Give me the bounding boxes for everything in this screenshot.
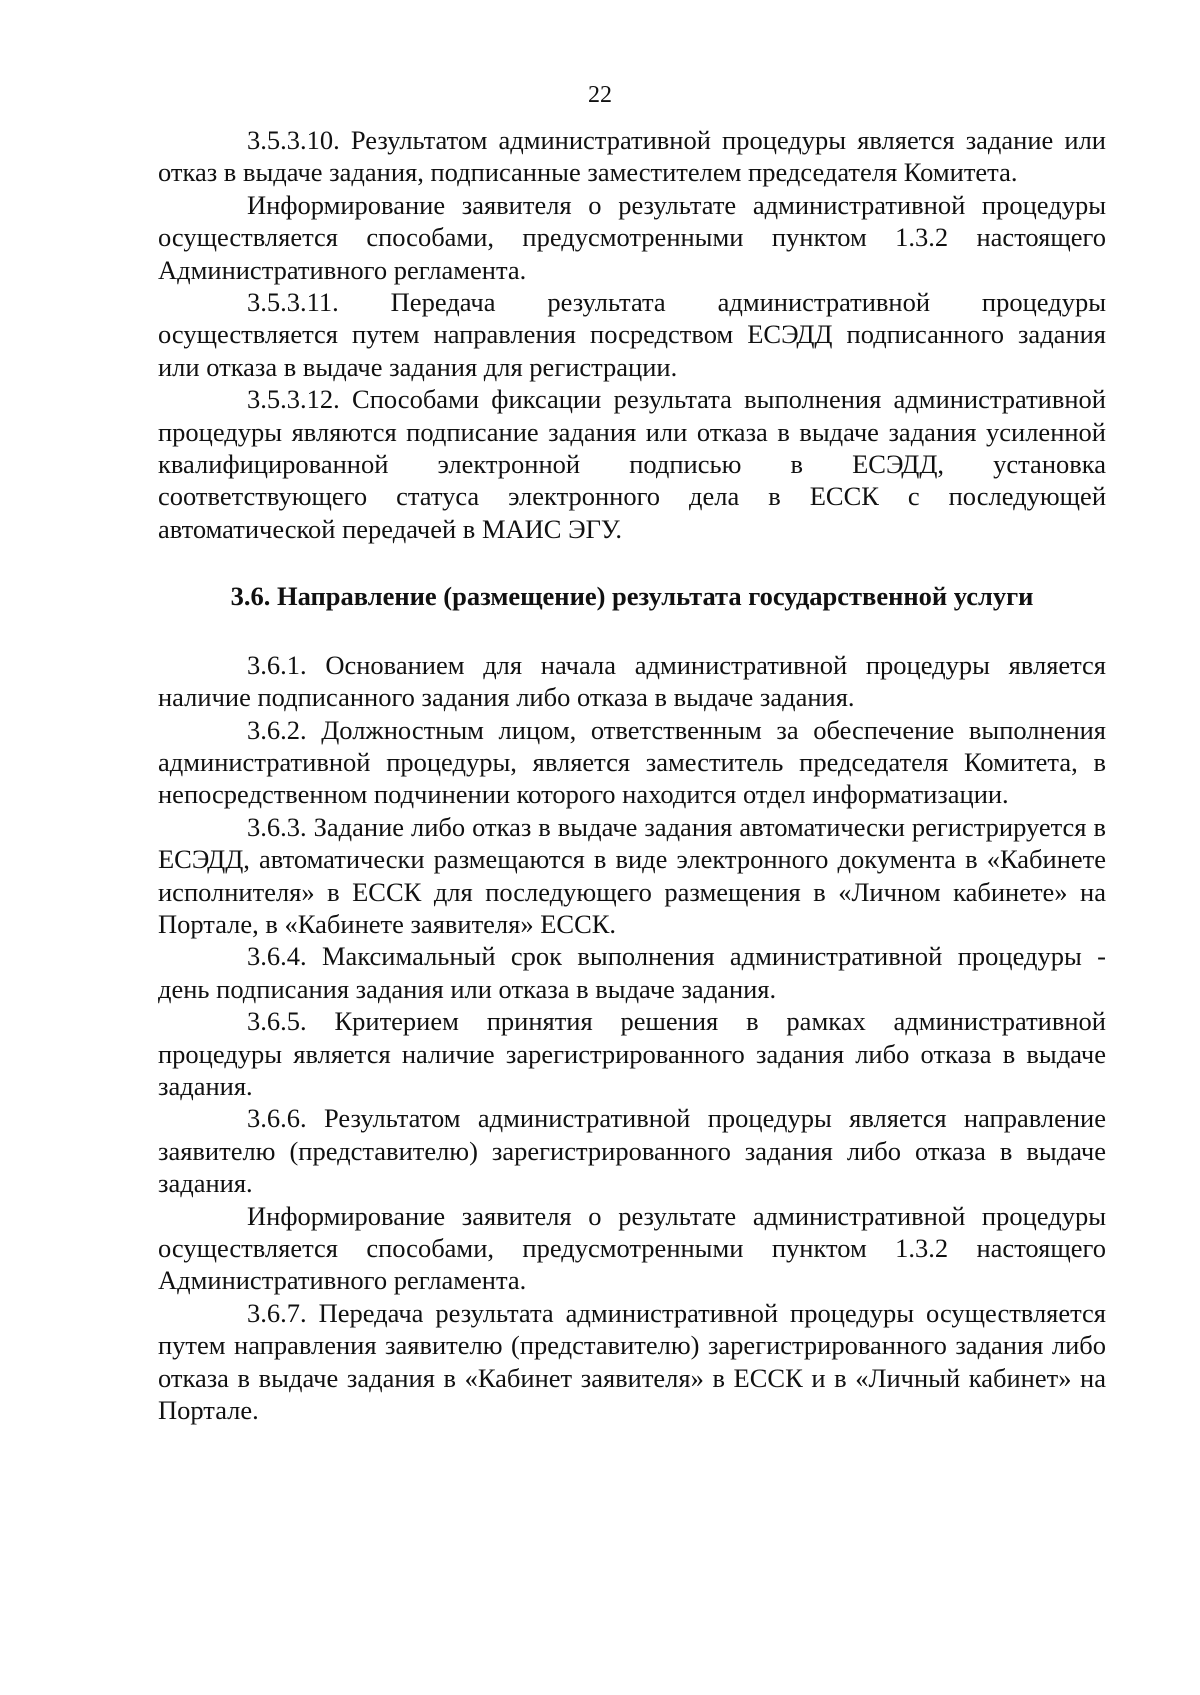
section-heading: 3.6. Направление (размещение) результата государственной услуги	[230, 581, 1034, 612]
paragraph-3-6-1: 3.6.1. Основанием для начала административной процедуры является наличие подписанного задания либо отказа в выдаче задания.	[158, 649, 1106, 713]
document-body	[158, 124, 1106, 1426]
paragraph-informing-2: Информирование заявителя о результате административной процедуры осуществляется способами, предусмотренными пунктом 1.3.2 настоящего Административного регламента.	[158, 1200, 1106, 1296]
paragraph-3-5-3-10: 3.5.3.10. Результатом административной процедуры является задание или отказ в выдаче задания, подписанные заместителем председателя Комитета.	[158, 125, 1106, 188]
paragraph-3-6-5: 3.6.5. Критерием принятия решения в рамках административной процедуры является наличие зарегистрированного задания либо отказа в выдаче задания.	[158, 1006, 1106, 1101]
paragraph-3-6-6: 3.6.6. Результатом административной процедуры является направление заявителю (представителю) зарегистрированного задания либо отказа в выдаче задания.	[158, 1103, 1106, 1199]
paragraph-3-5-3-11: 3.5.3.11. Передача результата административной процедуры осуществляется путем направления посредством ЕСЭДД подписанного задания или отказа в выдаче задания для регистрации.	[158, 287, 1106, 382]
paragraph-3-6-7: 3.6.7. Передача результата административной процедуры осуществляется путем направления заявителю (представителю) зарегистрированного задания либо отказа в выдаче задания в «Кабинет заявителя» в ЕССК и в «Личный кабинет» на Портале.	[158, 1297, 1106, 1426]
paragraph-3-6-4: 3.6.4. Максимальный срок выполнения административной процедуры - день подписания задания или отказа в выдаче задания.	[158, 941, 1106, 1004]
paragraph-3-6-2: 3.6.2. Должностным лицом, ответственным за обеспечение выполнения административной процедуры, является заместитель председателя Комитета, в непосредственном подчинении которого находится отдел информатизации.	[158, 714, 1106, 810]
paragraph-3-6-3: 3.6.3. Задание либо отказ в выдаче задания автоматически регистрируется в ЕСЭДД, автоматически размещаются в виде электронного документа в «Кабинете исполнителя» в ЕССК для последующего размещения в «Личном кабинете» на Портале, в «Кабинете заявителя» ЕССК.	[158, 811, 1106, 939]
paragraph-informing-1: Информирование заявителя о результате административной процедуры осуществляется способами, предусмотренными пунктом 1.3.2 настоящего Административного регламента.	[158, 189, 1106, 285]
paragraph-3-5-3-12: 3.5.3.12. Способами фиксации результата выполнения административной процедуры являются подписание задания или отказа в выдаче задания усиленной квалифицированной электронной подписью в ЕСЭДД, установка соответствующего статуса электронного дела в ЕССК с последующей автоматической передачей в МАИС ЭГУ.	[158, 384, 1106, 544]
page-number: 22	[588, 82, 612, 108]
